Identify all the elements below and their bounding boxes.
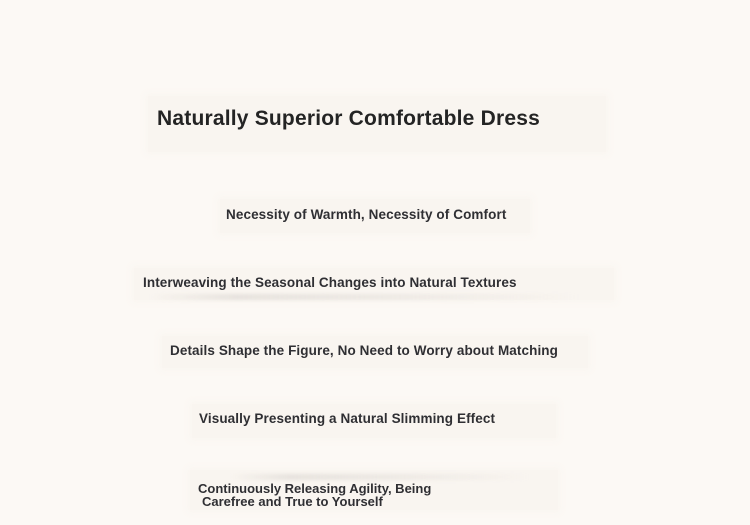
tagline-agility-line-1: Continuously Releasing Agility, Being: [198, 481, 432, 496]
ghost-strip: [230, 474, 530, 480]
tagline-seasonal: Interweaving the Seasonal Changes into Natural Textures: [143, 275, 517, 290]
tagline-details: Details Shape the Figure, No Need to Worry about Matching: [170, 343, 558, 358]
ghost-strip: [150, 294, 580, 300]
tagline-slimming: Visually Presenting a Natural Slimming Effect: [199, 411, 496, 426]
tagline-agility-line-2: Carefree and True to Yourself: [202, 494, 383, 509]
page-title: Naturally Superior Comfortable Dress: [157, 107, 540, 130]
tagline-warmth: Necessity of Warmth, Necessity of Comfort: [226, 207, 507, 222]
tagline-agility: [198, 482, 431, 508]
